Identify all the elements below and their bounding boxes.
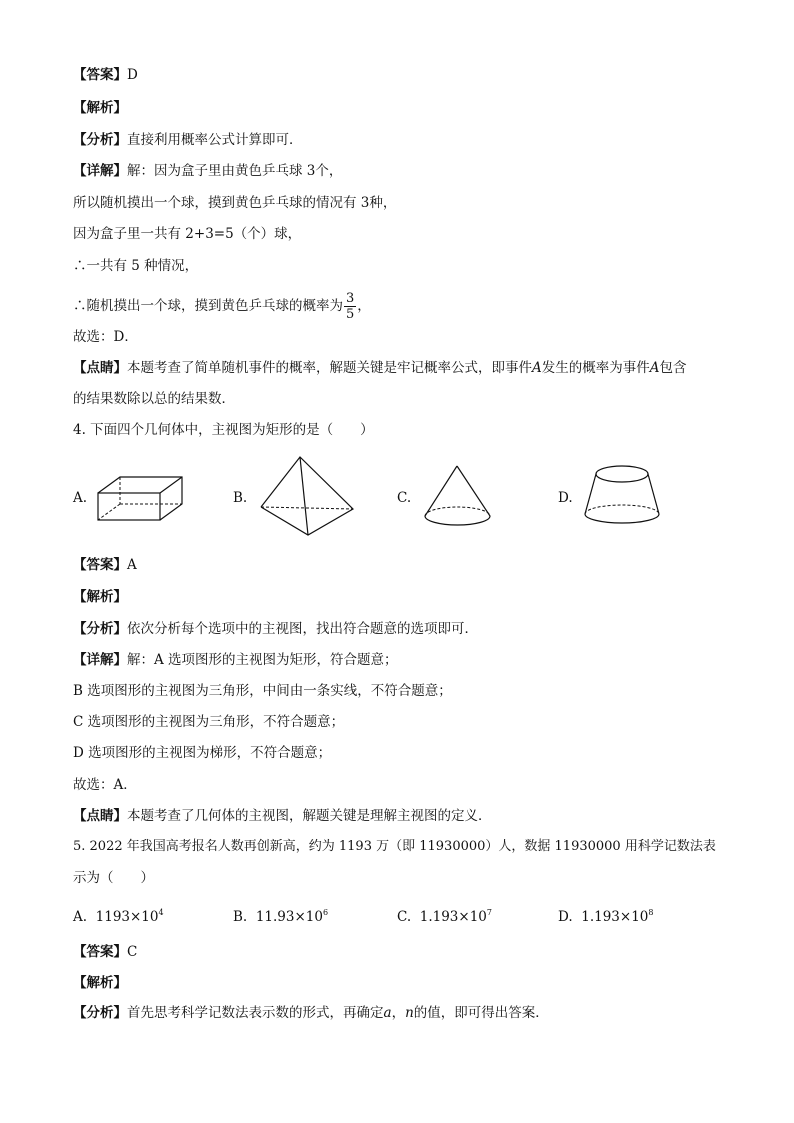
option-base: 1.193×10 xyxy=(581,909,649,925)
q4-detail-line5: 故选：A． xyxy=(73,777,137,793)
q5-question-line1: 5. 2022 年我国高考报名人数再创新高，约为 1193 万（即 11930000）人，数据 11930000 用科学记数法表 xyxy=(73,839,716,854)
fraction-numerator: 3 xyxy=(346,291,355,306)
q4-detail-line2: B 选项图形的主视图为三角形，中间由一条实线，不符合题意； xyxy=(73,683,452,699)
answer-tag: 【答案】 xyxy=(73,557,127,573)
dianjing-tag: 【点睛】 xyxy=(73,360,127,376)
pyramid-figure xyxy=(258,455,358,537)
q3-analysis-heading xyxy=(73,98,127,118)
option-exponent: 4 xyxy=(158,908,164,917)
cuboid-figure xyxy=(95,474,185,524)
q3-detail-line1 xyxy=(73,161,342,181)
q5-question-line2: 示为（ ） xyxy=(73,870,154,886)
answer-tag: 【答案】 xyxy=(73,944,127,960)
q5-fenxi-line xyxy=(73,1003,549,1023)
q4-option-b-label: B. xyxy=(233,490,248,506)
q5-answer-line xyxy=(73,942,137,962)
answer-value: A xyxy=(127,557,137,573)
line5-pre: ∴随机摸出一个球，摸到黄色乒乓球的概率为 xyxy=(73,298,343,314)
q4-detail-line4: D 选项图形的主视图为梯形，不符合题意； xyxy=(73,745,332,761)
detail-tag: 【详解】 xyxy=(73,163,127,179)
q4-option-a-label: A. xyxy=(73,490,88,506)
q4-analysis-heading xyxy=(73,587,127,607)
q4-option-c-label: C. xyxy=(397,490,412,506)
q3-detail-line3: 因为盒子里一共有 2+3=5（个）球， xyxy=(73,226,302,242)
q4-question: 4. 下面四个几何体中，主视图为矩形的是（ ） xyxy=(73,422,374,438)
q4-detail-line1 xyxy=(73,650,398,670)
q3-detail-line6: 故选：D． xyxy=(73,329,138,345)
analysis-tag: 【解析】 xyxy=(73,589,127,605)
q3-dianjing-line2: 的结果数除以总的结果数． xyxy=(73,391,235,407)
q3-dianjing-line1 xyxy=(73,358,687,378)
q3-fenxi-line xyxy=(73,130,303,150)
q4-answer-line xyxy=(73,555,137,575)
option-exponent: 6 xyxy=(322,908,329,917)
q3-detail-line5 xyxy=(73,289,371,323)
event-var-a1: A xyxy=(532,360,542,376)
fenxi-text-b: 的值，即可得出答案． xyxy=(413,1005,549,1021)
option-exponent: 7 xyxy=(486,908,492,917)
analysis-tag: 【解析】 xyxy=(73,100,127,116)
fenxi-text-a: 首先思考科学记数法表示数的形式，再确定 xyxy=(127,1005,384,1021)
fenxi-text: 直接利用概率公式计算即可． xyxy=(127,132,303,148)
q5-analysis-heading xyxy=(73,973,127,993)
detail-tag: 【详解】 xyxy=(73,652,127,668)
q4-detail-line3: C 选项图形的主视图为三角形，不符合题意； xyxy=(73,714,345,730)
analysis-tag: 【解析】 xyxy=(73,975,127,991)
dianjing-text: 本题考查了几何体的主视图，解题关键是理解主视图的定义． xyxy=(127,808,492,824)
probability-fraction xyxy=(344,291,356,322)
fraction-denominator: 5 xyxy=(346,307,355,322)
detail-text: 解：因为盒子里由黄色乒乓球 3个， xyxy=(127,163,343,179)
option-label: C. xyxy=(397,909,412,925)
q4-fenxi-line xyxy=(73,619,478,639)
dianjing-text-c: 包含 xyxy=(659,360,687,376)
answer-value: D xyxy=(127,67,138,83)
q5-option-b xyxy=(233,903,328,927)
q5-option-d xyxy=(558,903,653,927)
dianjing-text-b: 发生的概率为事件 xyxy=(541,360,650,376)
dianjing-tag: 【点睛】 xyxy=(73,808,127,824)
q3-answer-line xyxy=(73,65,138,85)
fenxi-text: 依次分析每个选项中的主视图，找出符合题意的选项即可． xyxy=(127,621,478,637)
fenxi-tag: 【分析】 xyxy=(73,621,127,637)
q5-option-a xyxy=(73,903,164,927)
fenxi-tag: 【分析】 xyxy=(73,132,127,148)
option-base: 1193×10 xyxy=(95,909,159,925)
q3-detail-line2: 所以随机摸出一个球，摸到黄色乒乓球的情况有 3种， xyxy=(73,195,397,211)
q5-option-c xyxy=(397,903,492,927)
option-label: D. xyxy=(558,909,573,925)
q4-option-d-label: D. xyxy=(558,490,573,506)
dianjing-text-a: 本题考查了简单随机事件的概率，解题关键是牢记概率公式，即事件 xyxy=(127,360,532,376)
option-label: A. xyxy=(73,909,88,925)
frustum-figure xyxy=(582,464,662,528)
cone-figure xyxy=(422,464,494,532)
option-label: B. xyxy=(233,909,248,925)
fenxi-tag: 【分析】 xyxy=(73,1005,127,1021)
q4-dianjing-line xyxy=(73,806,492,826)
option-base: 1.193×10 xyxy=(419,909,487,925)
option-exponent: 8 xyxy=(648,908,654,917)
fenxi-comma: ， xyxy=(391,1005,406,1021)
detail-text: 解：A 选项图形的主视图为矩形，符合题意； xyxy=(127,652,398,668)
var-n: n xyxy=(405,1005,414,1021)
line5-post: ， xyxy=(357,298,371,314)
answer-value: C xyxy=(127,944,138,960)
var-a: a xyxy=(383,1005,392,1021)
option-base: 11.93×10 xyxy=(255,909,323,925)
answer-tag: 【答案】 xyxy=(73,67,127,83)
event-var-a2: A xyxy=(649,360,660,376)
q3-detail-line4: ∴一共有 5 种情况， xyxy=(73,258,199,274)
